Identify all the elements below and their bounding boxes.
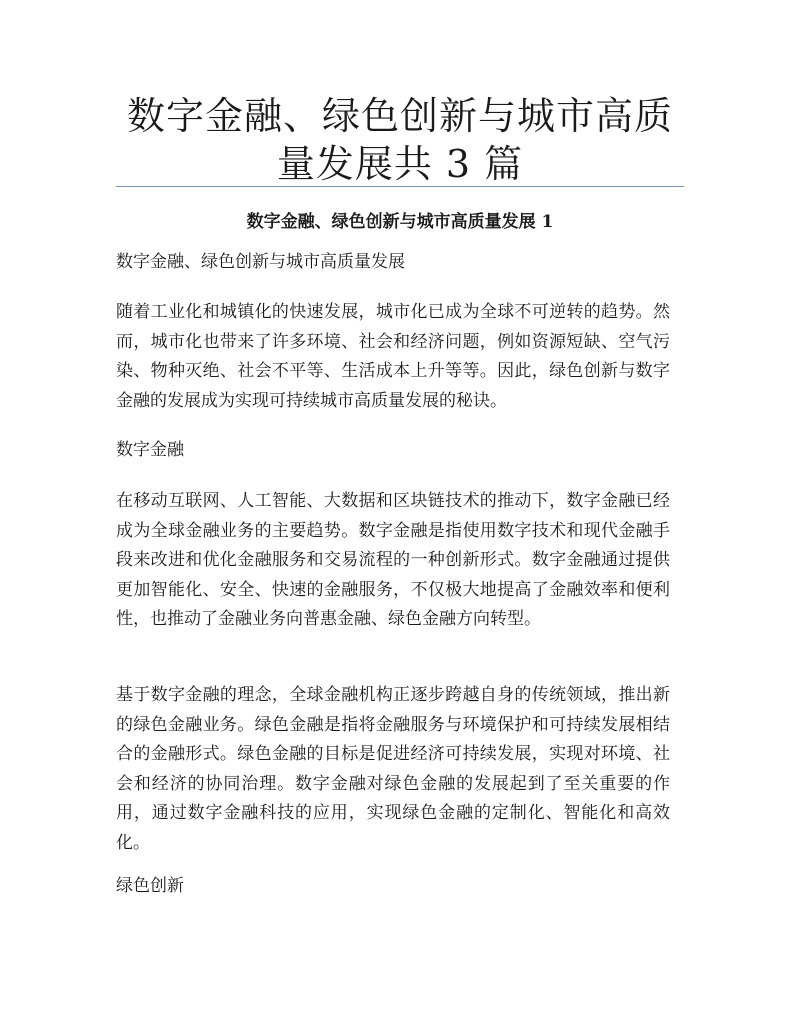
article-subtitle: 数字金融、绿色创新与城市高质量发展 xyxy=(116,252,405,272)
section-heading: 数字金融、绿色创新与城市高质量发展 1 xyxy=(246,212,554,232)
subheading-digital-finance: 数字金融 xyxy=(116,440,184,460)
paragraph-digital-finance-1: 在移动互联网、人工智能、大数据和区块链技术的推动下，数字金融已经成为全球金融业务的主要趋势。数字金融是指使用数字技术和现代金融手段来改进和优化金融服务和交易流程的一种创新形式。数字金融通过提供更加智能化、安全、快速的金融服务，不仅极大地提高了金融效率和便利性，也推动了金融业务向普惠金融、绿色金融方向转型。 xyxy=(116,491,670,629)
document-title: 数字金融、绿色创新与城市高质量发展共 3 篇 xyxy=(126,94,673,186)
paragraph-intro: 随着工业化和城镇化的快速发展，城市化已成为全球不可逆转的趋势。然而，城市化也带来了许多环境、社会和经济问题，例如资源短缺、空气污染、物种灭绝、社会不平等、生活成本上升等等。因此，绿色创新与数字金融的发展成为实现可持续城市高质量发展的秘诀。 xyxy=(116,302,670,411)
title-divider xyxy=(116,186,684,187)
paragraph-digital-finance-2: 基于数字金融的理念，全球金融机构正逐步跨越自身的传统领域，推出新的绿色金融业务。绿色金融是指将金融服务与环境保护和可持续发展相结合的金融形式。绿色金融的目标是促进经济可持续发展，实现对环境、社会和经济的协同治理。数字金融对绿色金融的发展起到了至关重要的作用，通过数字金融科技的应用，实现绿色金融的定制化、智能化和高效化。 xyxy=(116,685,670,853)
subheading-green-innovation: 绿色创新 xyxy=(116,876,184,896)
